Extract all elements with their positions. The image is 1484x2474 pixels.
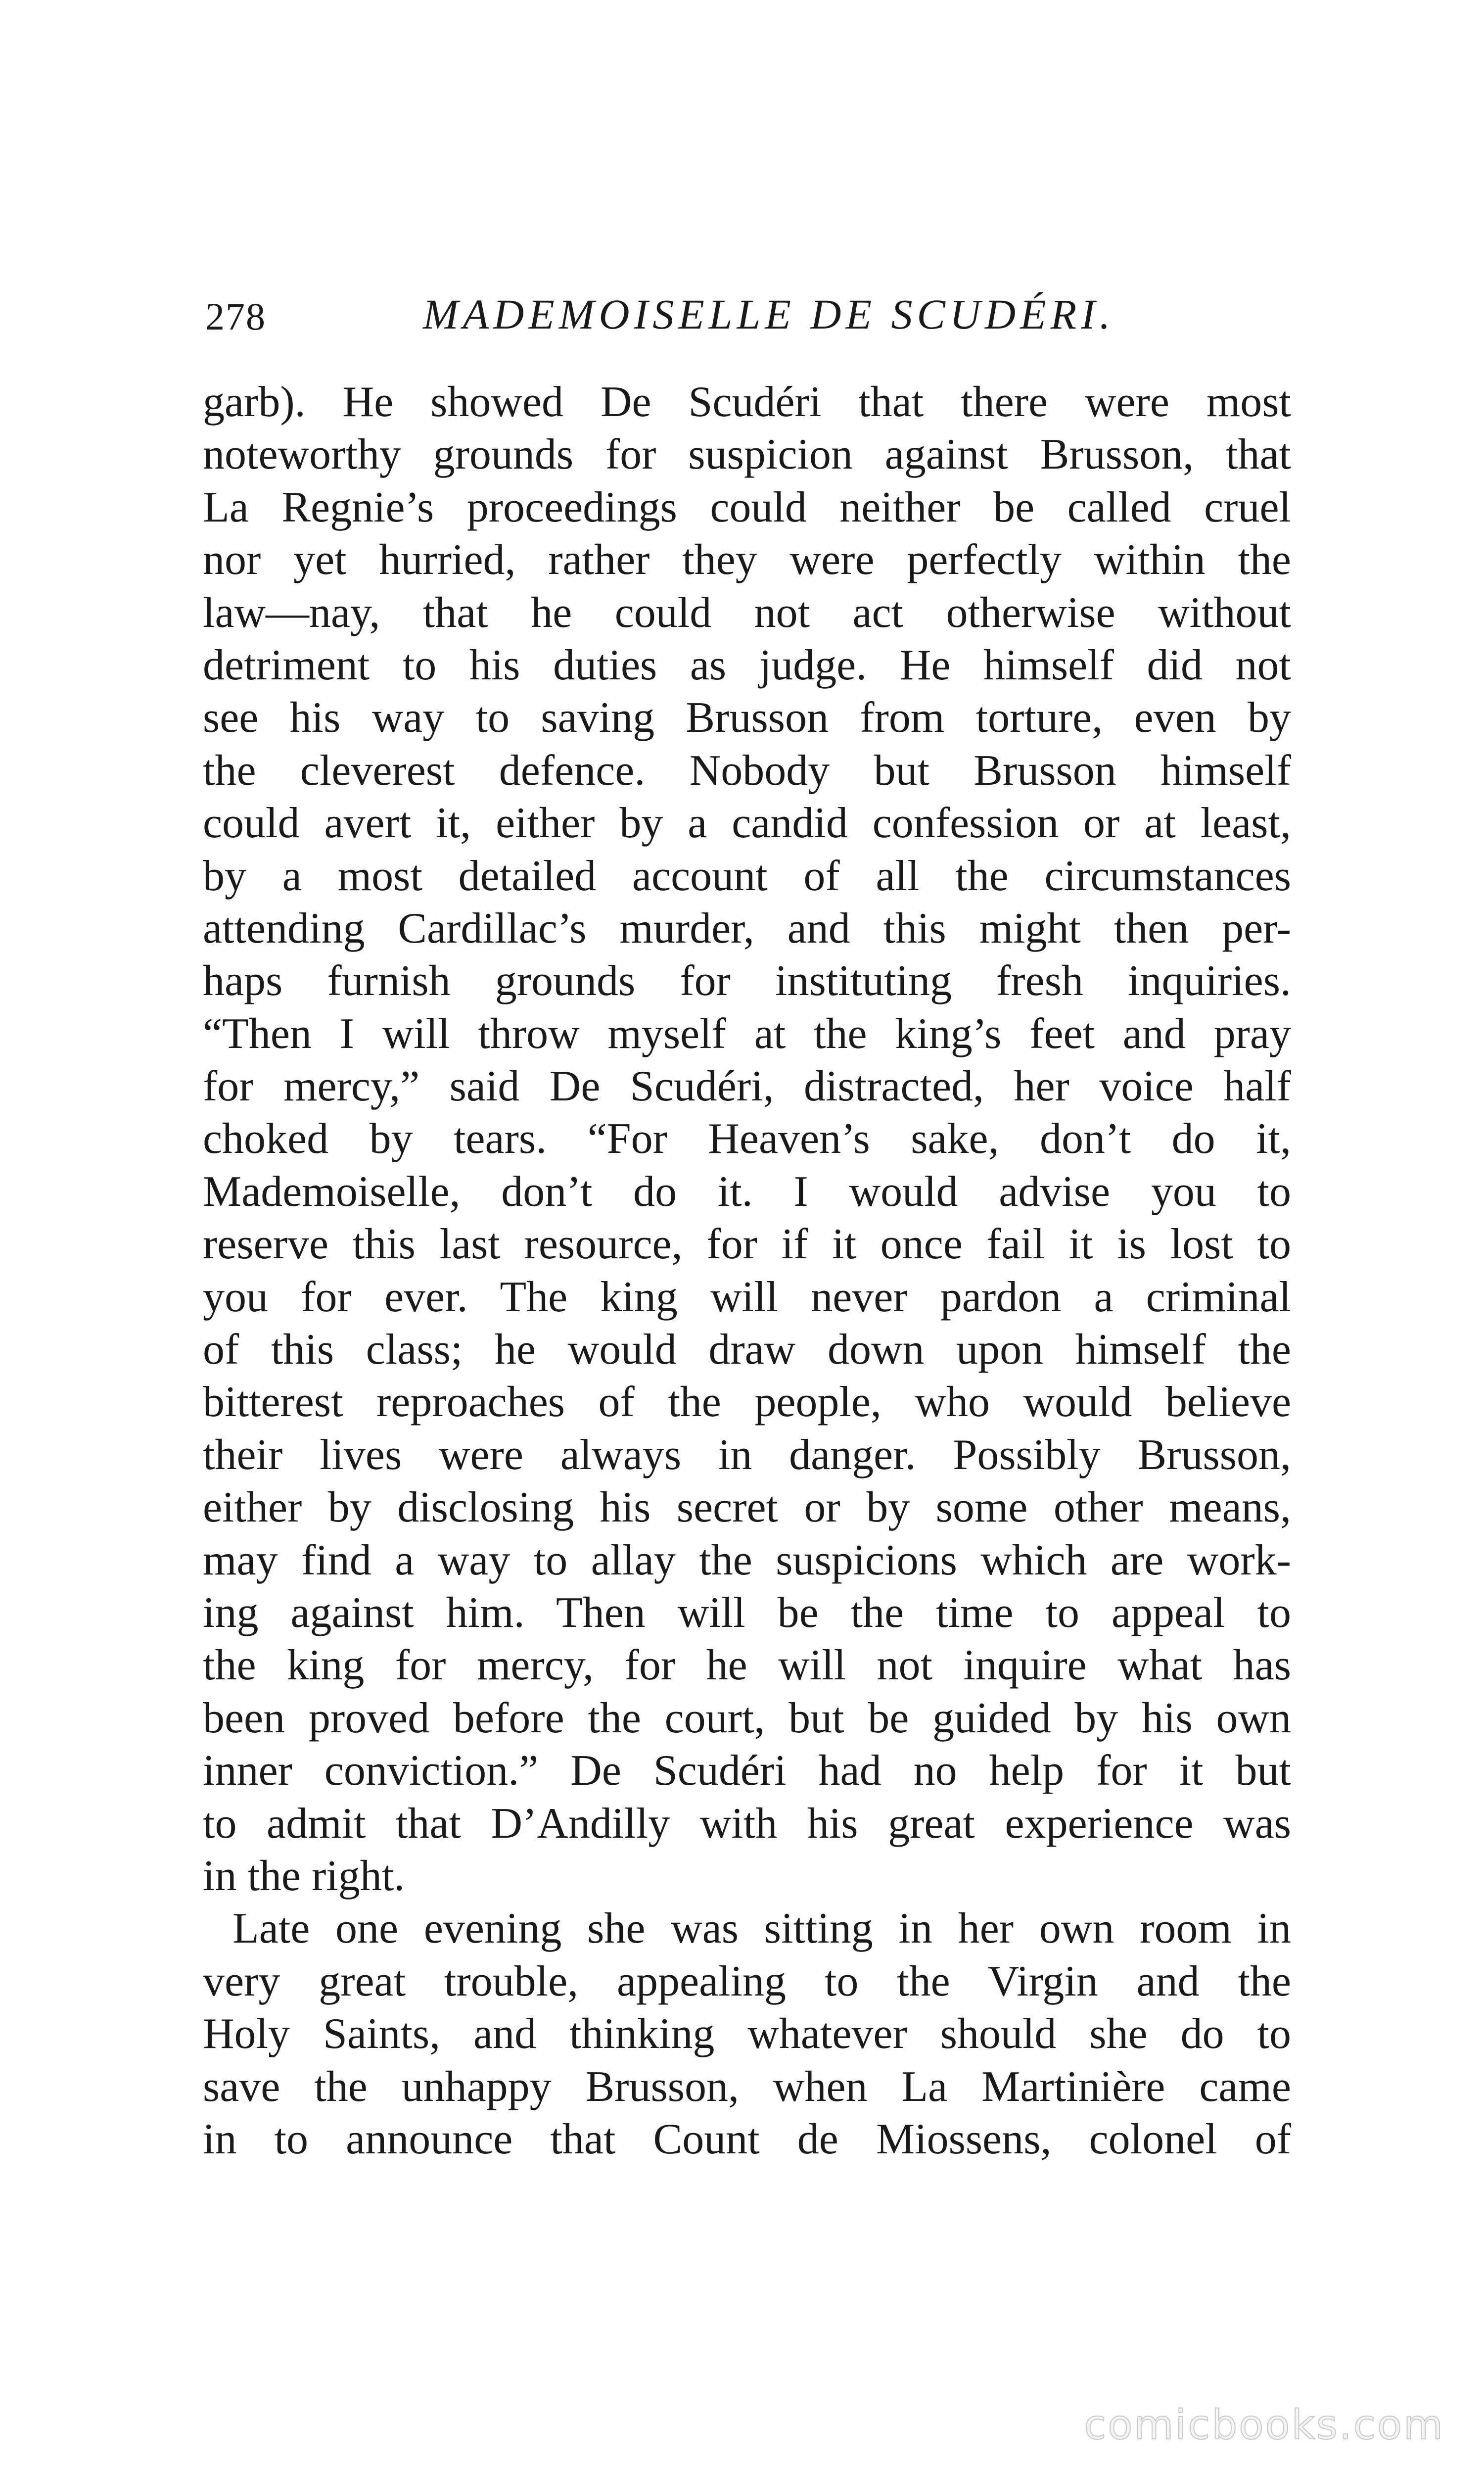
text-line: in to announce that Count de Miossens, colonel of — [203, 2115, 1291, 2163]
text-line: inner conviction.” De Scudéri had no help for it but — [203, 1747, 1291, 1795]
text-line: been proved before the court, but be guided by his own — [203, 1694, 1291, 1742]
text-line: noteworthy grounds for suspicion against Brusson, that — [203, 430, 1291, 479]
text-line: the king for mercy, for he will not inquire what has — [203, 1641, 1291, 1690]
text-line: ing against him. Then will be the time to appeal to — [203, 1588, 1291, 1637]
text-line: Late one evening she was sitting in her own room in — [232, 1904, 1291, 1953]
text-line: either by disclosing his secret or by some other means, — [203, 1483, 1291, 1532]
body-text — [203, 376, 1291, 2166]
text-line: reserve this last resource, for if it once fail it is lost to — [203, 1220, 1291, 1269]
watermark: comicbooks.com — [1084, 2402, 1444, 2449]
text-line: in the right. — [203, 1852, 405, 1900]
text-line: Holy Saints, and thinking whatever should she do to — [203, 2010, 1291, 2058]
text-line: of this class; he would draw down upon himself the — [203, 1326, 1291, 1374]
text-line: Mademoiselle, don’t do it. I would advise you to — [203, 1167, 1291, 1216]
text-line: haps furnish grounds for instituting fresh inquiries. — [203, 957, 1291, 1005]
text-line: very great trouble, appealing to the Virgin and the — [203, 1957, 1291, 2005]
text-line: attending Cardillac’s murder, and this might then per- — [203, 904, 1291, 952]
page-header — [205, 287, 1294, 346]
text-line: for mercy,” said De Scudéri, distracted, her voice half — [203, 1062, 1291, 1111]
text-line: see his way to saving Brusson from torture, even by — [203, 694, 1291, 742]
running-head: MADEMOISELLE DE SCUDÉRI. — [423, 290, 1115, 338]
text-line: could avert it, either by a candid confession or at least, — [203, 799, 1291, 848]
text-line: to admit that D’Andilly with his great experience was — [203, 1799, 1291, 1848]
text-line: nor yet hurried, rather they were perfectly within the — [203, 536, 1291, 584]
text-line: save the unhappy Brusson, when La Martinière came — [203, 2062, 1291, 2111]
page-number: 278 — [205, 295, 266, 338]
text-line: you for ever. The king will never pardon a criminal — [203, 1273, 1291, 1321]
text-line: garb). He showed De Scudéri that there were most — [203, 378, 1291, 426]
text-line: bitterest reproaches of the people, who would believe — [203, 1378, 1291, 1427]
text-line: “Then I will throw myself at the king’s feet and pray — [203, 1009, 1291, 1058]
text-line: choked by tears. “For Heaven’s sake, don’t do it, — [203, 1115, 1291, 1163]
text-line: by a most detailed account of all the circumstances — [203, 852, 1291, 900]
text-line: may find a way to allay the suspicions which are work- — [203, 1536, 1291, 1584]
text-line: La Regnie’s proceedings could neither be called cruel — [203, 483, 1291, 531]
text-line: the cleverest defence. Nobody but Brusson himself — [203, 746, 1291, 795]
text-line: their lives were always in danger. Possibly Brusson, — [203, 1430, 1291, 1479]
text-line: law—nay, that he could not act otherwise without — [203, 588, 1291, 637]
text-line: detriment to his duties as judge. He himself did not — [203, 641, 1291, 689]
